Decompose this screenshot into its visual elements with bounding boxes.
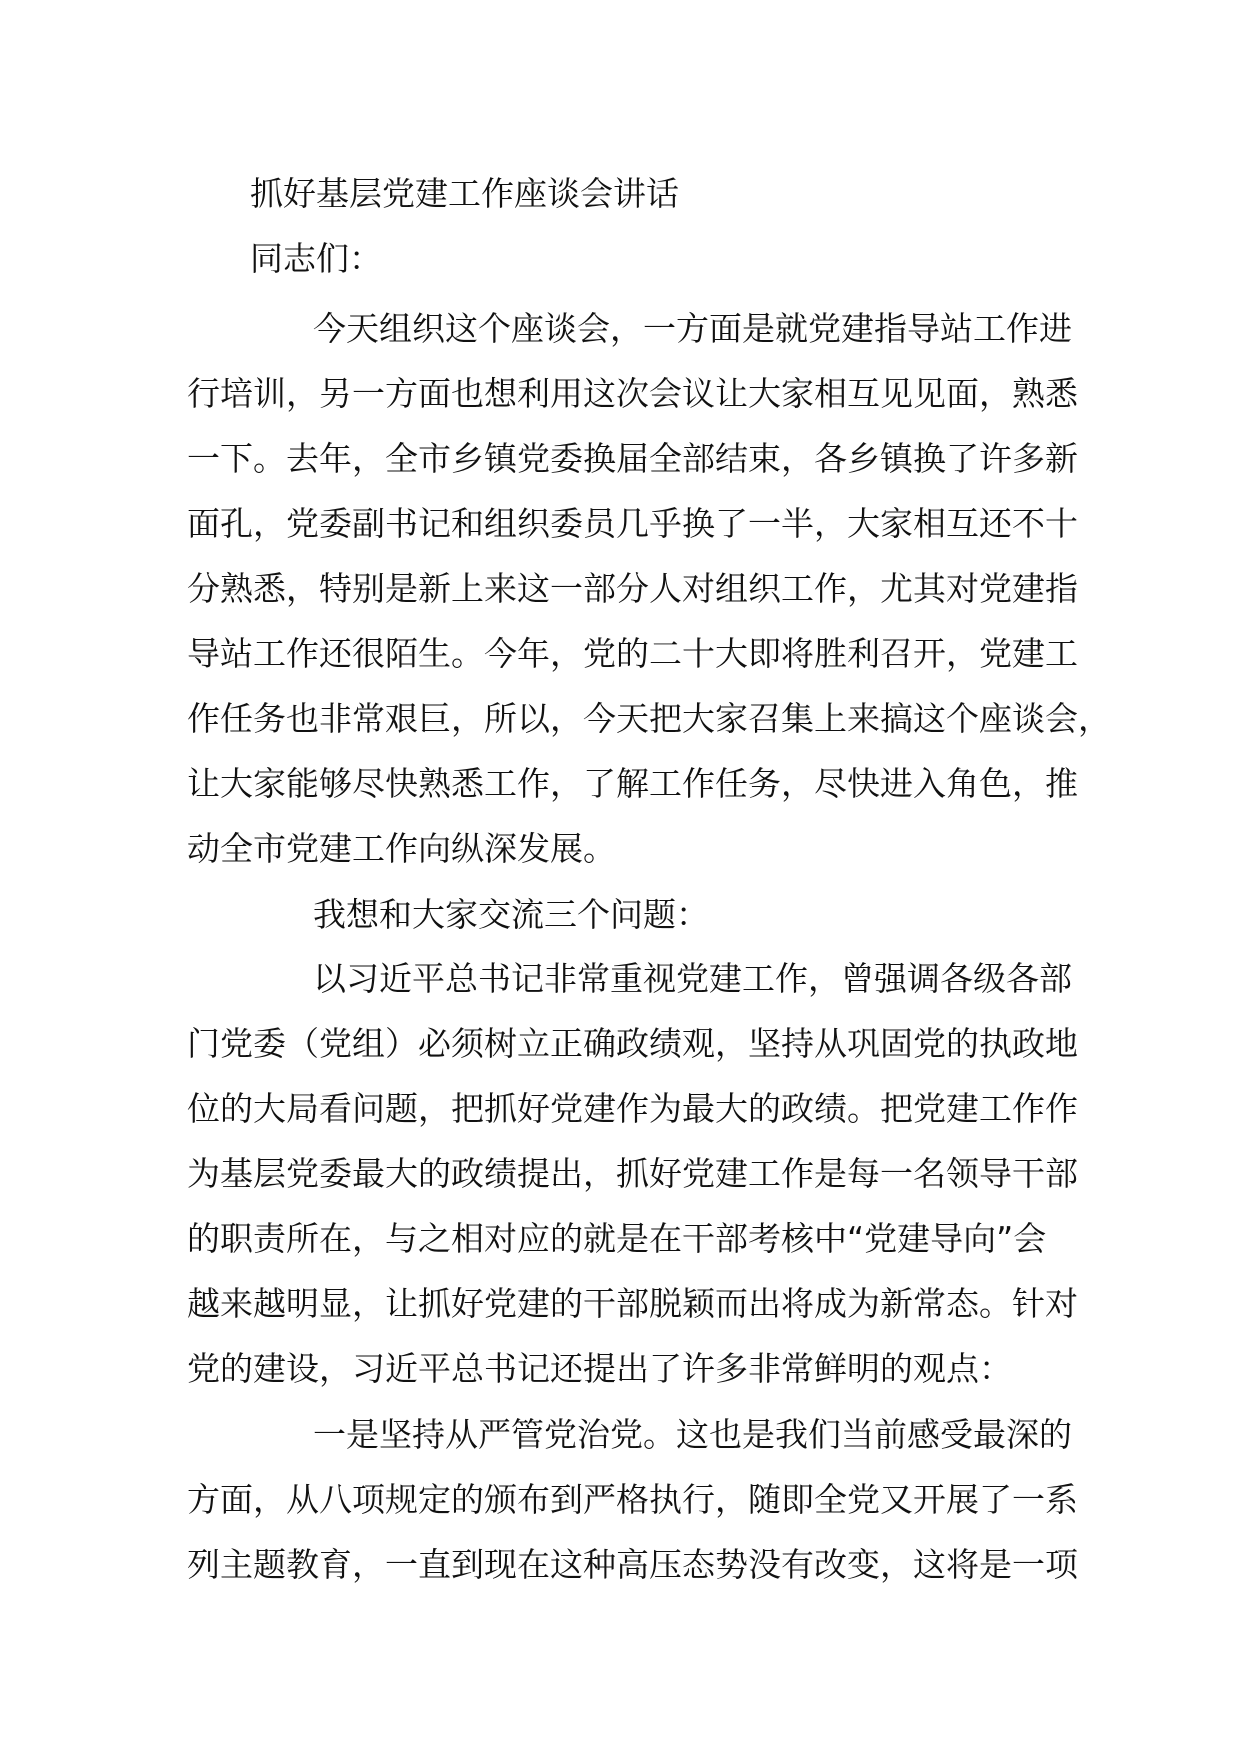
paragraph-1 xyxy=(187,296,1111,881)
paragraph-line: 方面，从八项规定的颁布到严格执行，随即全党又开展了一系 xyxy=(187,1480,1078,1519)
paragraph-line: 今天组织这个座谈会，一方面是就党建指导站工作进 xyxy=(313,309,1072,348)
paragraph-line: 行培训，另一方面也想利用这次会议让大家相互见见面，熟悉 xyxy=(187,374,1078,413)
paragraph-line: 以习近平总书记非常重视党建工作，曾强调各级各部 xyxy=(313,959,1072,998)
paragraph-line: 门党委（党组）必须树立正确政绩观，坚持从巩固党的执政地 xyxy=(187,1024,1078,1063)
paragraph-line: 作任务也非常艰巨，所以，今天把大家召集上来搞这个座谈会， xyxy=(187,699,1111,738)
paragraph-line: 面孔，党委副书记和组织委员几乎换了一半，大家相互还不十 xyxy=(187,504,1078,543)
paragraph-line: 为基层党委最大的政绩提出，抓好党建工作是每一名领导干部 xyxy=(187,1154,1078,1193)
paragraph-4 xyxy=(187,1402,1077,1597)
paragraph-2 xyxy=(187,882,1077,947)
paragraph-3 xyxy=(187,946,1077,1401)
paragraph-line: 一是坚持从严管党治党。这也是我们当前感受最深的 xyxy=(313,1415,1072,1454)
paragraph-line: 导站工作还很陌生。今年，党的二十大即将胜利召开，党建工 xyxy=(187,634,1078,673)
paragraph-line: 列主题教育，一直到现在这种高压态势没有改变，这将是一项 xyxy=(187,1545,1078,1584)
paragraph-line: 动全市党建工作向纵深发展。 xyxy=(187,829,616,868)
document-title: 抓好基层党建工作座谈会讲话 xyxy=(250,174,679,213)
paragraph-line: 一下。去年，全市乡镇党委换届全部结束，各乡镇换了许多新 xyxy=(187,439,1078,478)
paragraph-line: 让大家能够尽快熟悉工作，了解工作任务，尽快进入角色，推 xyxy=(187,764,1078,803)
salutation: 同志们： xyxy=(250,239,382,278)
paragraph-line: 位的大局看问题，把抓好党建作为最大的政绩。把党建工作作 xyxy=(187,1089,1078,1128)
paragraph-line: 越来越明显，让抓好党建的干部脱颖而出将成为新常态。针对 xyxy=(187,1284,1078,1323)
paragraph-line: 我想和大家交流三个问题： xyxy=(313,895,709,934)
paragraph-line: 党的建设，习近平总书记还提出了许多非常鲜明的观点： xyxy=(187,1349,1012,1388)
paragraph-line: 分熟悉，特别是新上来这一部分人对组织工作，尤其对党建指 xyxy=(187,569,1078,608)
paragraph-line: 的职责所在，与之相对应的就是在干部考核中“党建导向”会 xyxy=(187,1219,1047,1258)
